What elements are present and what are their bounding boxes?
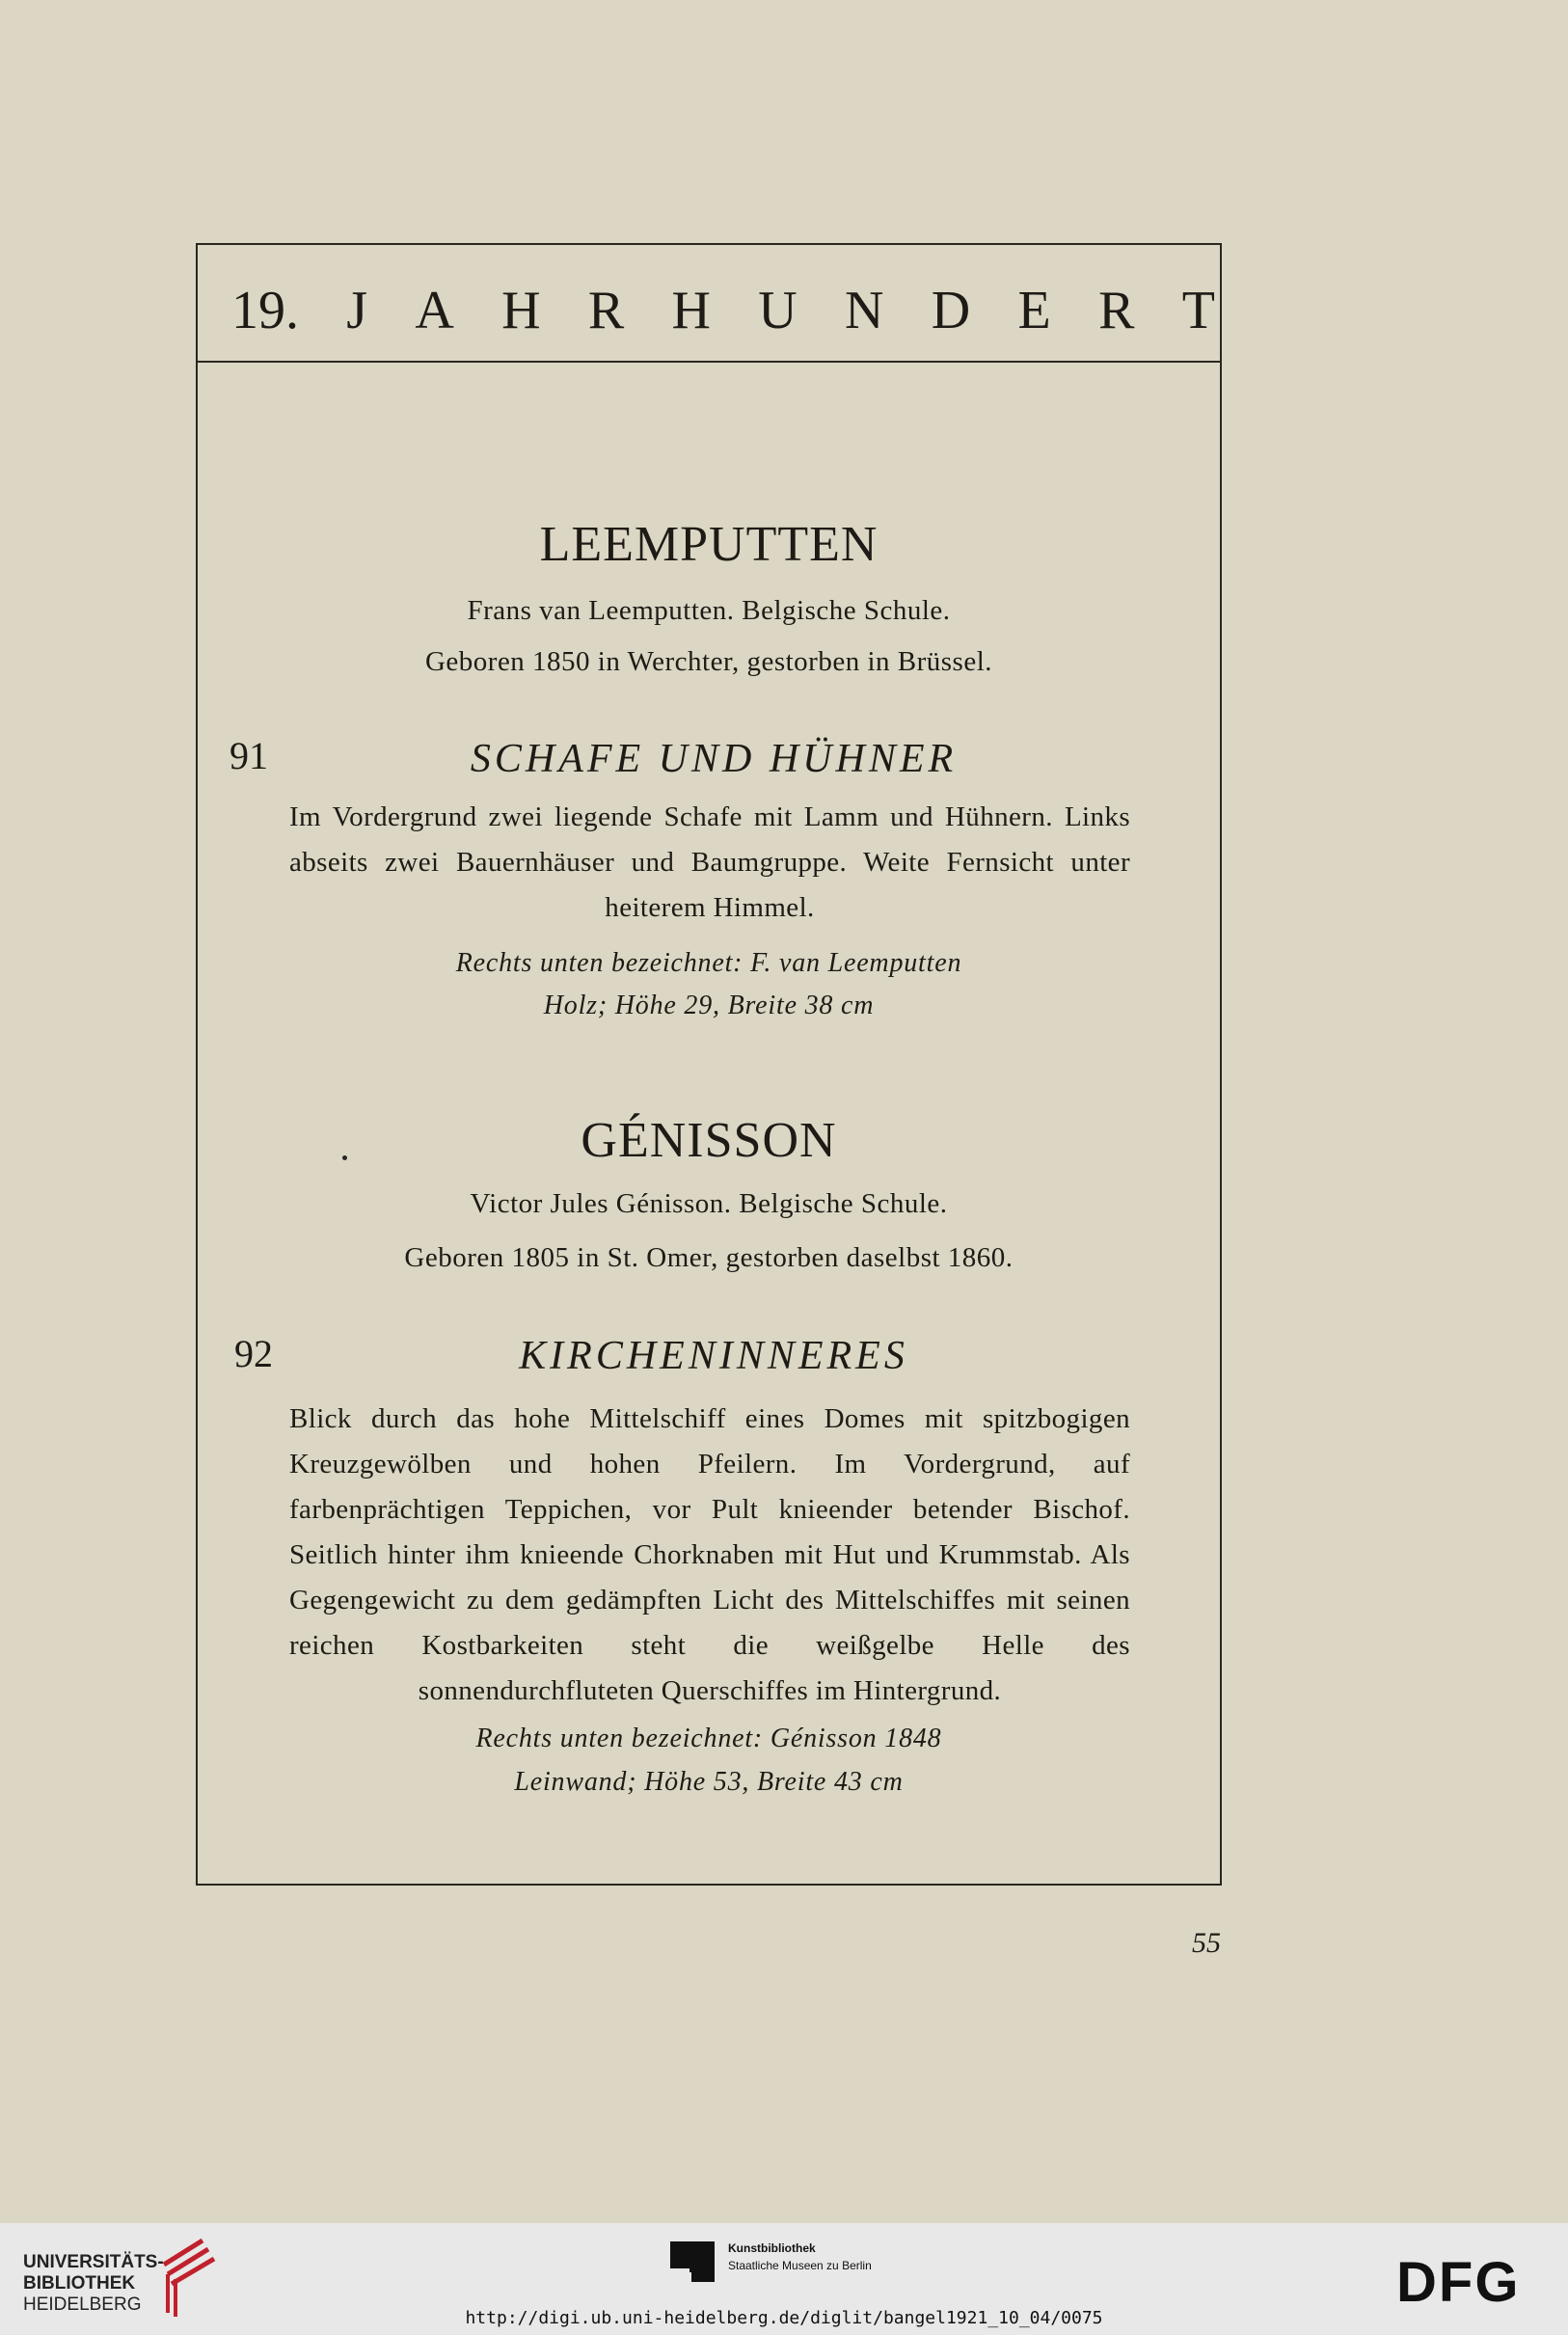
medium-dimensions: Holz; Höhe 29, Breite 38 cm (543, 991, 875, 1020)
heading-char: U (758, 281, 798, 340)
artist-bio-line: Frans van Leemputten. Belgische Schule. (467, 595, 951, 626)
artist-name: LEEMPUTTEN (539, 517, 879, 572)
lot-number: 91 (230, 734, 268, 777)
work-description: Im Vordergrund zwei liegende Schafe mit Lamm und Hühnern. Links abseits zwei Bauernhäuser und Baumgruppe. Weite Fernsicht unter heiterem Himmel. (289, 801, 1130, 923)
artist-name: GÉNISSON (581, 1113, 837, 1168)
work-description: Blick durch das hohe Mittelschiff eines Domes mit spitzbogigen Kreuzgewölben und hohen Pfeilern. Im Vordergrund, auf farbenprächtigen Teppichen, vor Pult knieender betender Bischof. Seitlich hinter ihm knieende Chorknaben mit Hut und Krummstab. Als Gegengewicht zu dem gedämpften Licht des Mittelschiffes mit seinen reichen Kostbarkeiten steht die weißgelbe Helle des sonnendurchfluteten Querschiffes im Hintergrund. (289, 1403, 1130, 1706)
source-url[interactable]: http://digi.ub.uni-heidelberg.de/diglit/bangel1921_10_04/0075 (465, 2308, 1103, 2328)
medium-dimensions: Leinwand; Höhe 53, Breite 43 cm (514, 1767, 904, 1797)
kb-subtitle: Staatliche Museen zu Berlin (728, 2259, 872, 2272)
heading-char: E (1017, 281, 1051, 340)
page-number: 55 (1192, 1927, 1221, 1959)
heading-char: R (587, 281, 625, 340)
heading-char: J (346, 281, 368, 340)
heading-char: H (501, 281, 541, 340)
ub-line: UNIVERSITÄTS- (23, 2252, 164, 2272)
ub-line: BIBLIOTHEK (23, 2273, 136, 2294)
heading-char: D (931, 281, 971, 340)
section-heading (231, 272, 1215, 349)
lot-number: 92 (234, 1332, 273, 1375)
heading-char: R (1098, 281, 1135, 340)
ub-heidelberg-logo-text (23, 2252, 164, 2316)
kunstbibliothek-text (728, 2240, 872, 2274)
kunstbibliothek-logo-icon (670, 2241, 715, 2282)
kb-title: Kunstbibliothek (728, 2241, 816, 2255)
signature-note: Rechts unten bezeichnet: F. van Leemputten (455, 948, 962, 978)
heading-char: T (1181, 281, 1215, 340)
ub-line: HEIDELBERG (23, 2294, 142, 2315)
dfg-logo: DFG (1396, 2251, 1521, 2314)
heading-char: N (845, 281, 884, 340)
signature-note: Rechts unten bezeichnet: Génisson 1848 (475, 1724, 942, 1753)
heading-char: H (671, 281, 711, 340)
heading-char: 19. (231, 281, 299, 340)
work-title: SCHAFE UND HÜHNER (470, 737, 958, 781)
work-title: KIRCHENINNERES (519, 1334, 908, 1378)
artist-bio-line: Victor Jules Génisson. Belgische Schule. (470, 1188, 948, 1219)
artist-bio-line: Geboren 1850 in Werchter, gestorben in Brüssel. (424, 646, 993, 677)
ub-heidelberg-logo-icon (154, 2236, 222, 2319)
artist-bio-line: Geboren 1805 in St. Omer, gestorben daselbst 1860. (404, 1242, 1014, 1273)
header-rule (196, 361, 1222, 363)
heading-char: A (415, 281, 454, 340)
